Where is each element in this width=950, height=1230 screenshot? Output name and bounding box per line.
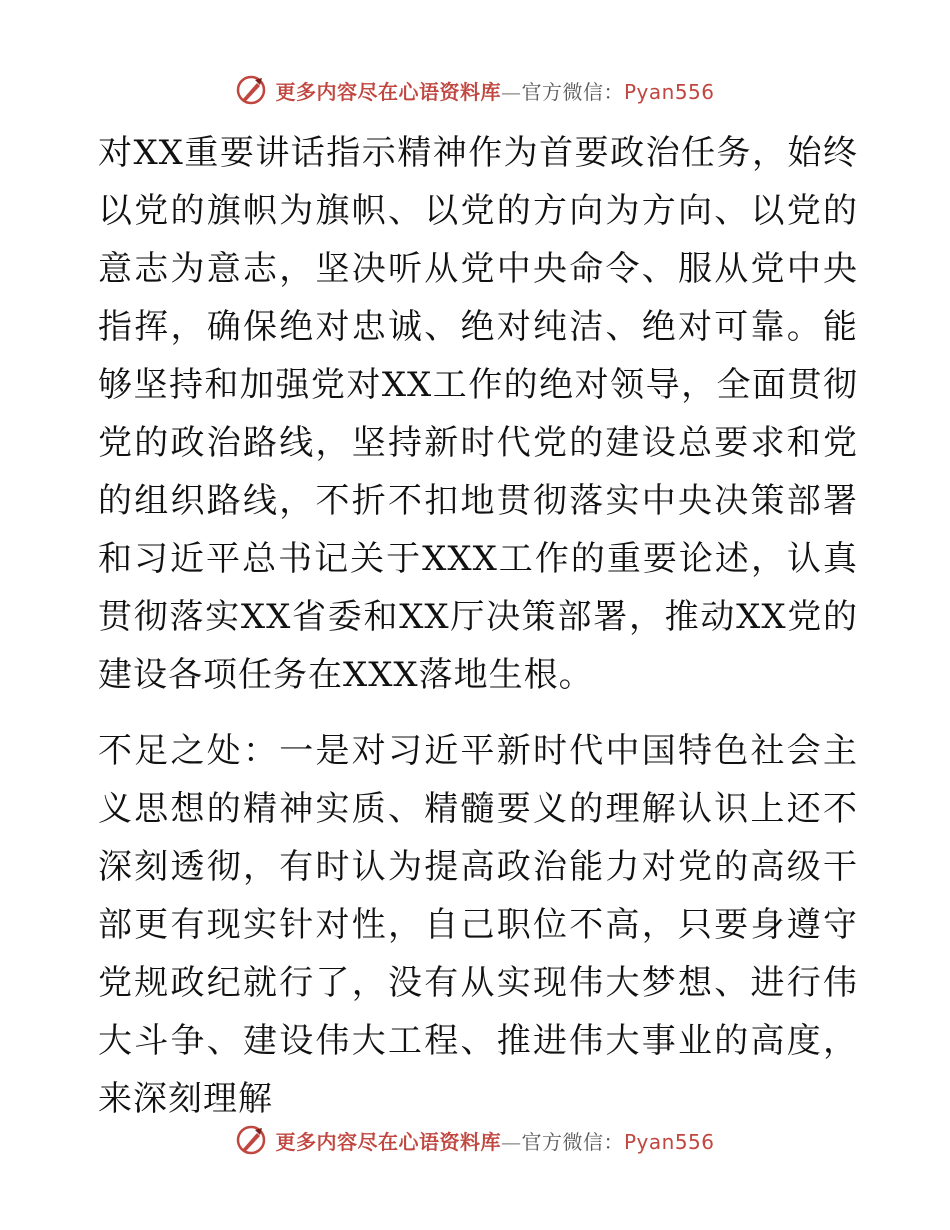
banner-main-text: 更多内容尽在心语资料库 [275, 79, 501, 104]
header-banner-text [275, 76, 714, 105]
banner-wechat-label: 官方微信： [521, 79, 624, 104]
document-body [98, 124, 858, 1128]
footer-banner-text [275, 1126, 714, 1155]
body-paragraph-1: 对XX重要讲话指示精神作为首要政治任务，始终以党的旗帜为旗帜、以党的方向为方向、以党的意志为意志，坚决听从党中央命令、服从党中央指挥，确保绝对忠诚、绝对纯洁、绝对可靠。能够坚持和加强党对XX工作的绝对领导，全面贯彻党的政治路线，坚持新时代党的建设总要求和党的组织路线，不折不扣地贯彻落实中央决策部署和习近平总书记关于XXX工作的重要论述，认真贯彻落实XX省委和XX厅决策部署，推动XX党的建设各项任务在XXX落地生根。 [98, 133, 858, 695]
banner-wechat-label: 官方微信： [521, 1129, 624, 1154]
body-paragraph-2: 不足之处：一是对习近平新时代中国特色社会主义思想的精神实质、精髓要义的理解认识上还不深刻透彻，有时认为提高政治能力对党的高级干部更有现实针对性，自己职位不高，只要身遵守党规政纪就行了，没有从实现伟大梦想、进行伟大斗争、建设伟大工程、推进伟大事业的高度，来深刻理解 [98, 731, 858, 1119]
header-banner [0, 70, 950, 110]
banner-main-text: 更多内容尽在心语资料库 [275, 1129, 501, 1154]
banner-dash: — [500, 79, 522, 104]
banner-wechat-id: Pyan556 [623, 79, 715, 104]
quill-pen-circle-icon [235, 1124, 267, 1156]
quill-pen-circle-icon [235, 74, 267, 106]
banner-wechat-id: Pyan556 [623, 1129, 715, 1154]
banner-dash: — [500, 1129, 522, 1154]
footer-banner [0, 1120, 950, 1160]
